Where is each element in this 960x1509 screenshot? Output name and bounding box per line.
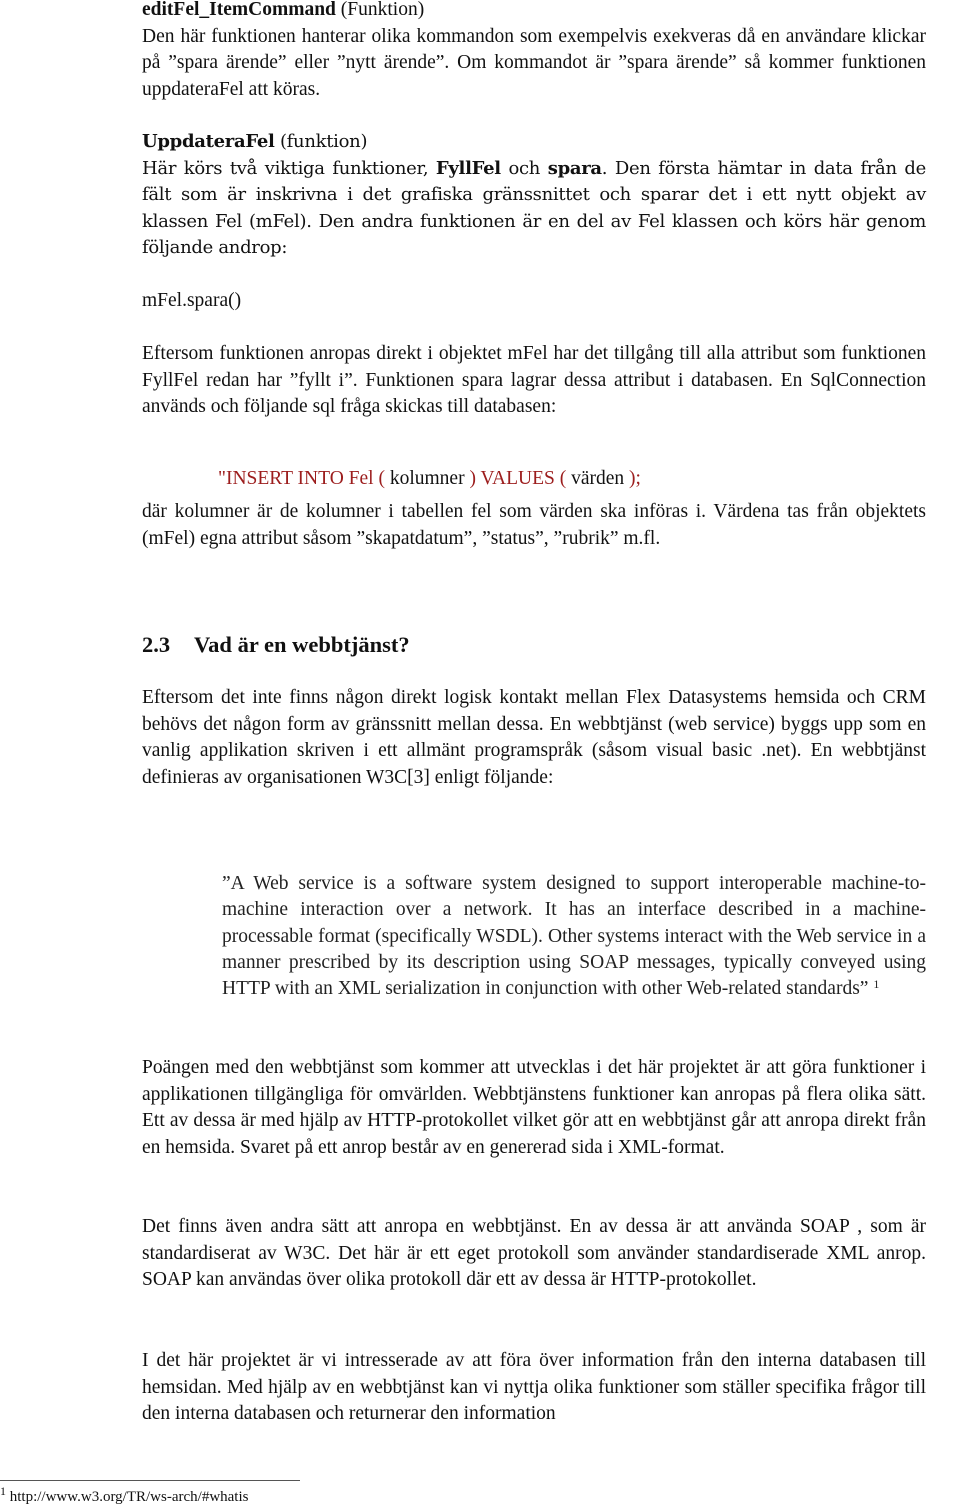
sql-part: "INSERT INTO Fel ( — [218, 467, 390, 489]
section-rest: . Den första hämtar in data från de fält som är inskrivna i det grafiska gränssnittet och sparar det i ett nytt objekt av klassen Fel (mFel). Den andra funktionen är en del av Fel klassen och körs här genom följande androp: — [142, 157, 926, 258]
section-heading — [142, 631, 410, 659]
footnote-number: 1 — [0, 1484, 6, 1498]
footnote-link[interactable]: http://www.w3.org/TR/ws-arch/#whatis — [9, 1489, 249, 1505]
sql-part: ); — [624, 467, 641, 489]
quote-text: ”A Web service is a software system designed to support interoperable machine-to-machine interaction over a network. It has an interface described in a machine-processable format (specifically WSDL). Other systems interact with the Web service in a manner prescribed by its description using SOAP messages, typically conveyed using HTTP with an XML serialization in conjunction with other Web-related standards” — [222, 873, 926, 1000]
section-edit-fel-item-command — [142, 0, 926, 103]
paragraph-dar: där kolumner är de kolumner i tabellen fel som värden ska införas i. Värdena tas från objektets (mFel) egna attribut såsom ”skapatdatum”, ”status”, ”rubrik” m.fl. — [142, 501, 926, 549]
function-name-spara: spara — [547, 157, 602, 179]
heading-text: Vad är en webbtjänst? — [194, 632, 410, 657]
sql-part: ) VALUES ( — [464, 467, 572, 489]
paragraph-eftersom: Eftersom funktionen anropas direkt i objektet mFel har det tillgång till alla attribut som funktionen FyllFel redan har ”fyllt i”. Funktionen spara lagrar dessa attribut i databasen. En SqlConnection används och följande sql fråga skickas till databasen: — [142, 343, 926, 417]
sql-columns: kolumner — [389, 467, 465, 489]
section-title-suffix: (funktion) — [274, 131, 368, 152]
paragraph-webbtjanst: Eftersom det inte finns någon direkt logisk kontakt mellan Flex Datasystems hemsida och CRM behövs det någon form av gränssnitt mellan dessa. En webbtjänst (web service) byggs upp som en vanlig applikation skriven i ett allmänt programspråk (såsom visual basic .net). En webbtjänst definieras av organisationen W3C[3] enligt följande: — [142, 687, 926, 788]
code-line: mFel.spara() — [142, 290, 242, 311]
sql-statement — [218, 466, 641, 492]
section-title: editFel_ItemCommand — [142, 0, 336, 20]
block-quote — [222, 871, 926, 1002]
sql-values: värden — [571, 467, 625, 489]
section-uppdatera-fel — [142, 129, 926, 262]
function-name-fyllfel: FyllFel — [435, 157, 501, 179]
paragraph-soap: Det finns även andra sätt att anropa en webbtjänst. En av dessa är att använda SOAP , som är standardiserat av W3C. Det här är ett eget protokoll som använder standardiserade XML anrop. SOAP kan användas över olika protokoll där ett av dessa är HTTP-protokollet. — [142, 1216, 926, 1290]
paragraph-projekt: I det här projektet är vi intresserade av att föra över information från den interna databasen till hemsidan. Med hjälp av en webbtjänst kan vi nyttja olika funktioner som ställer specifika frågor till den interna databasen och returnerar den information — [142, 1350, 926, 1424]
heading-number: 2.3 — [142, 632, 171, 657]
footnote — [0, 1484, 249, 1506]
section-title-suffix: (Funktion) — [335, 0, 425, 20]
footnote-ref: 1 — [873, 977, 880, 992]
footnote-divider — [0, 1480, 300, 1481]
section-body: Den här funktionen hanterar olika kommandon som exempelvis exekveras då en användare klickar på ”spara ärende” eller ”nytt ärende”. Om kommandot är ”spara ärende” så kommer funktionen uppdateraFel att köras. — [142, 25, 926, 100]
section-mid: och — [500, 157, 548, 179]
section-intro: Här körs två viktiga funktioner, — [142, 157, 436, 179]
paragraph-poangen: Poängen med den webbtjänst som kommer att utvecklas i det här projektet är att göra funktioner i applikationen tillgängliga för omvärlden. Webbtjänstens funktioner kan anropas på flera olika sätt. Ett av dessa är med hjälp av HTTP-protokollet vilket gör att en webbtjänst går att anropa direkt från en hemsida. Svaret på ett anrop består av en genererad sida i XML-format. — [142, 1057, 926, 1158]
section-title: UppdateraFel — [142, 131, 275, 152]
